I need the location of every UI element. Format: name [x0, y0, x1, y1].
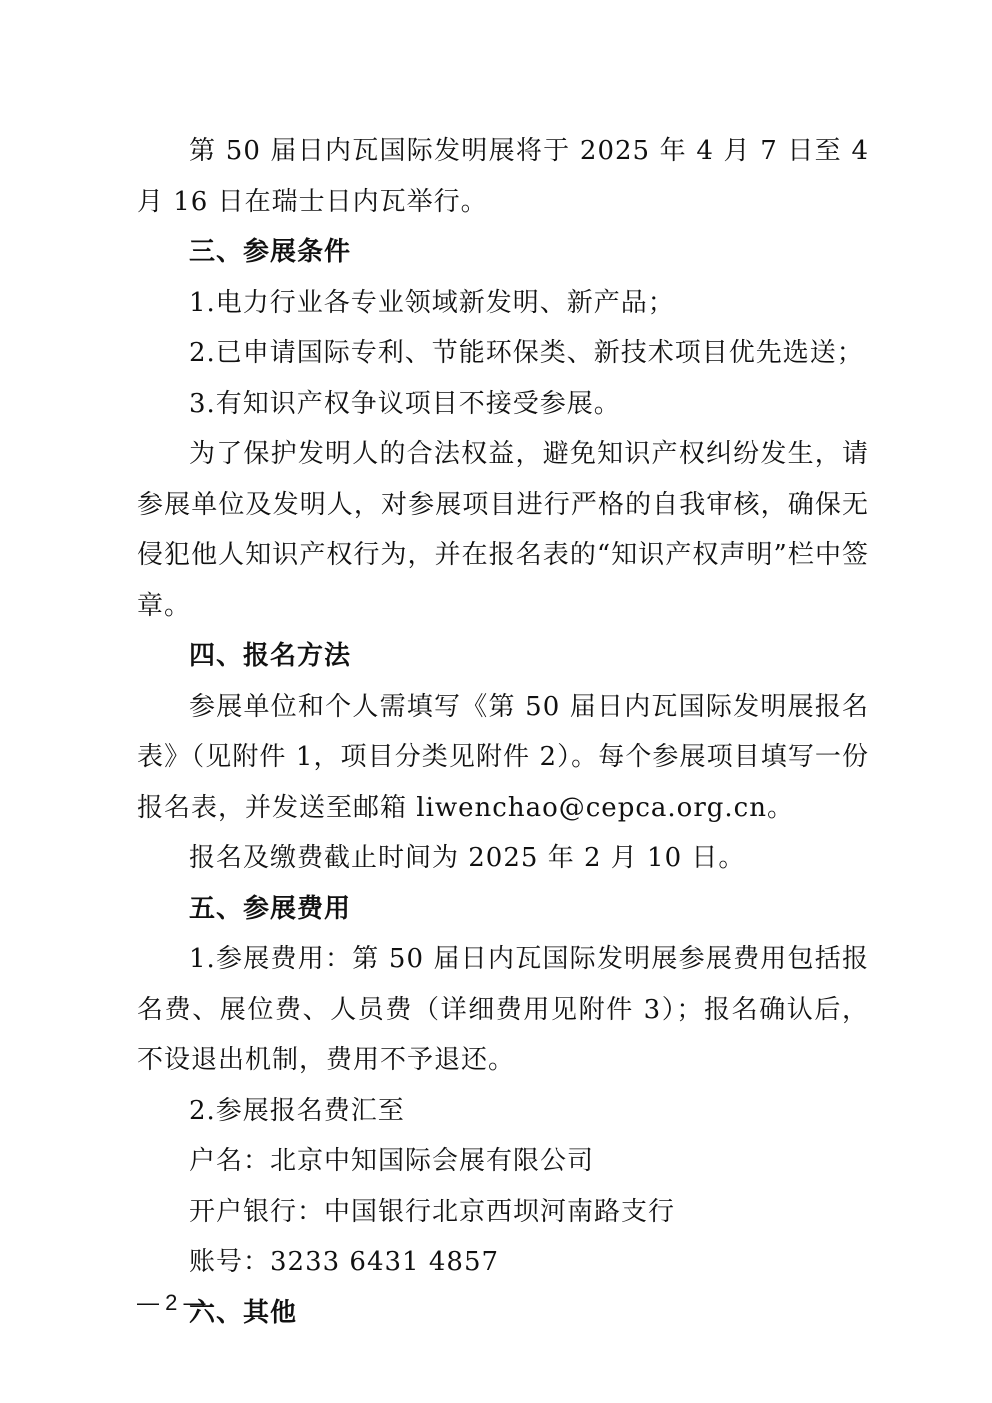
paragraph-condition-3: 3.有知识产权争议项目不接受参展。: [189, 388, 621, 419]
paragraph-deadline: 报名及缴费截止时间为 2025 年 2 月 10 日。: [189, 843, 746, 873]
heading-section-4: 四、报名方法: [189, 641, 352, 671]
body-text: [137, 126, 869, 1338]
paragraph-condition-2: 2.已申请国际专利、节能环保类、新技术项目优先选送；: [189, 338, 864, 368]
paragraph-exhibition-dates: 第 50 届日内瓦国际发明展将于 2025 年 4 月 7 日至 4 月 16 日在瑞士日内瓦举行。: [137, 136, 869, 217]
heading-section-6: 六、其他: [189, 1297, 298, 1328]
paragraph-account-number: 账号：3233 6431 4857: [189, 1247, 500, 1277]
heading-section-5: 五、参展费用: [189, 893, 352, 924]
paragraph-fee-1: 1.参展费用：第 50 届日内瓦国际发明展参展费用包括报名费、展位费、人员费（详细费用见附件 3）；报名确认后，不设退出机制，费用不予退还。: [137, 944, 869, 1075]
paragraph-ip-statement: 为了保护发明人的合法权益，避免知识产权纠纷发生，请参展单位及发明人，对参展项目进行严格的自我审核，确保无侵犯他人知识产权行为，并在报名表的“知识产权声明”栏中签章。: [137, 439, 869, 621]
paragraph-account-name: 户名：北京中知国际会展有限公司: [189, 1146, 595, 1176]
page-number: — 2 —: [137, 1290, 206, 1315]
heading-section-3: 三、参展条件: [189, 237, 352, 267]
paragraph-condition-1: 1.电力行业各专业领域新发明、新产品；: [189, 287, 675, 318]
paragraph-fee-2: 2.参展报名费汇至: [189, 1095, 405, 1126]
paragraph-registration-method: 参展单位和个人需填写《第 50 届日内瓦国际发明展报名表》（见附件 1，项目分类见附件 2）。每个参展项目填写一份报名表，并发送至邮箱 liwenchao@cepca.org.cn。: [137, 691, 869, 823]
paragraph-bank: 开户银行：中国银行北京西坝河南路支行: [189, 1196, 676, 1227]
